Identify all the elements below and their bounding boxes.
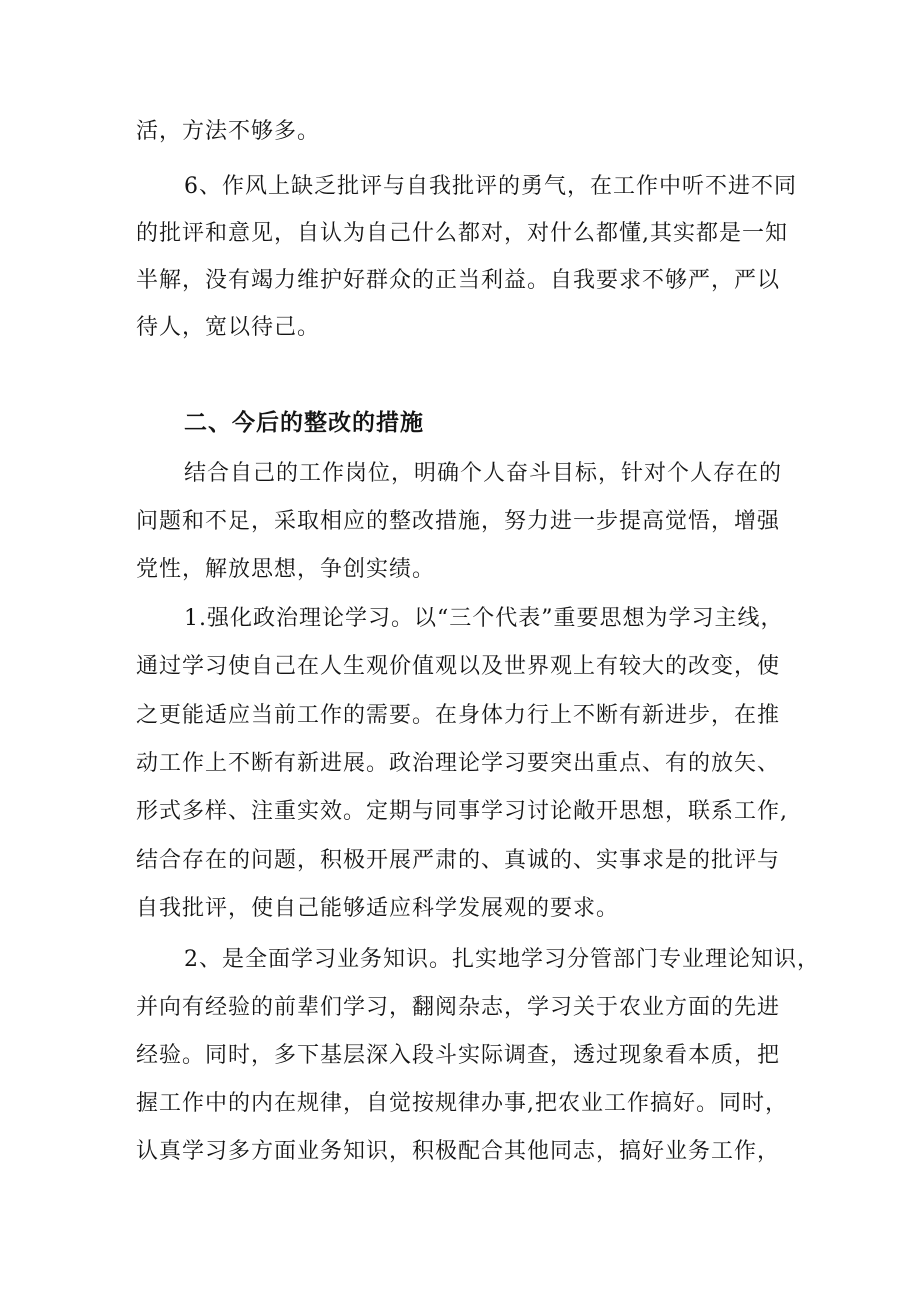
text-line: 待人，宽以待己。 bbox=[136, 315, 321, 340]
text-line: 认真学习多方面业务知识，积极配合其他同志，搞好业务工作， bbox=[136, 1139, 781, 1164]
text-line: 握工作中的内在规律，自觉按规律办事,把农业工作搞好。同时， bbox=[136, 1091, 788, 1116]
text-line: 通过学习使自己在人生观价值观以及世界观上有较大的改变，使 bbox=[136, 654, 781, 679]
text-line: 之更能适应当前工作的需要。在身体力行上不断有新进步，在推 bbox=[136, 703, 781, 728]
text-line: 并向有经验的前辈们学习，翻阅杂志，学习关于农业方面的先进 bbox=[136, 995, 781, 1020]
text-line: 2、是全面学习业务知识。扎实地学习分管部门专业理论知识， bbox=[184, 947, 820, 972]
text-line: 党性，解放思想，争创实绩。 bbox=[136, 557, 436, 582]
text-line: 问题和不足，采取相应的整改措施，努力进一步提高觉悟，增强 bbox=[136, 509, 781, 534]
text-line: 活，方法不够多。 bbox=[136, 119, 321, 144]
section-heading: 二、今后的整改的措施 bbox=[184, 410, 424, 436]
text-line: 自我批评，使自己能够适应科学发展观的要求。 bbox=[136, 896, 620, 921]
text-line: 结合自己的工作岗位，明确个人奋斗目标，针对个人存在的 bbox=[184, 461, 783, 486]
text-line: 结合存在的问题，积极开展严肃的、真诚的、实事求是的批评与 bbox=[136, 848, 781, 873]
text-line: 形式多样、注重实效。定期与同事学习讨论敞开思想，联系工作, bbox=[136, 799, 788, 824]
text-line: 半解，没有竭力维护好群众的正当利益。自我要求不够严，严以 bbox=[136, 268, 781, 293]
text-line: 的批评和意见，自认为自己什么都对，对什么都懂,其实都是一知 bbox=[136, 221, 788, 246]
text-line: 经验。同时，多下基层深入段斗实际调查，透过现象看本质，把 bbox=[136, 1043, 781, 1068]
text-line: 动工作上不断有新进展。政治理论学习要突出重点、有的放矢、 bbox=[136, 751, 781, 776]
text-line: 1.强化政治理论学习。以“三个代表”重要思想为学习主线， bbox=[184, 606, 784, 631]
text-line: 6、作风上缺乏批评与自我批评的勇气，在工作中听不进不同 bbox=[184, 174, 797, 199]
